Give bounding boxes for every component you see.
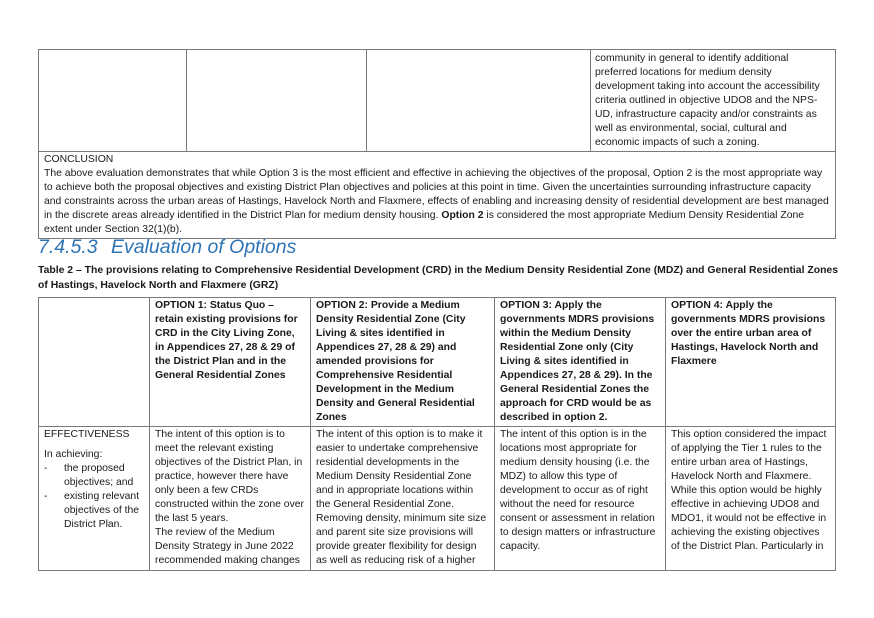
conclusion-text: The above evaluation demonstrates that while Option 3 is the most efficient and effective in achieving the objectives of the proposal, Option 2 is the most appropriate way to achieve both the proposal objectives and existing District Plan objectives and policies at this point in time. Given the uncertainties surrounding infrastructure capacity and constraints across the urban areas of Hastings, Havelock North and Flaxmere, effects of enabling and increasing density of residential development are best managed in the discrete areas already identified in the District Plan for medium density housing. Option 2 is considered the most appropriate Medium Density Residential Zone extent under Section 32(1)(b). [44, 168, 829, 235]
conclusion-cell [39, 152, 836, 239]
option-1-text: The intent of this option is to meet the relevant existing objectives of the District Plan, in practice, however there have only been a few CRDs constructed within the zone over the last 5 years. [155, 429, 305, 524]
continued-line: well as environmental, social, cultural and [595, 123, 787, 134]
header-option-1: OPTION 1: Status Quo – retain existing provisions for CRD in the City Living Zone, in Appendices 27, 28 & 29 of the District Plan and in the General Residential Zones [150, 298, 311, 427]
option-4-cell: This option considered the impact of applying the Tier 1 rules to the entire urban area of Hastings, Havelock North and Flaxmere. While this option would be highly effective in achieving UDO8 and MDO1, it would not be effective in achieving the existing objectives of the District Plan. Particularly in [666, 427, 836, 571]
list-item: - existing relevant objectives of the District Plan. [44, 490, 144, 532]
continued-line: preferred locations for medium density [595, 67, 772, 78]
empty-cell [367, 50, 591, 152]
conclusion-label: CONCLUSION [44, 154, 114, 165]
header-option-2: OPTION 2: Provide a Medium Density Residential Zone (City Living & sites identified in Appendices 27, 28 & 29) and amended provisions for Comprehensive Residential Development in the Medium Density and General Residential Zones [311, 298, 495, 427]
effectiveness-label: EFFECTIVENESS [44, 429, 130, 440]
table-caption: Table 2 – The provisions relating to Comprehensive Residential Development (CRD) in the Medium Density Residential Zone (MDZ) and General Residential Zones of Hastings, Havelock North and Flaxmere (GRZ) [38, 265, 838, 291]
effectiveness-label-cell [39, 427, 150, 571]
in-achieving-label: In achieving: [44, 449, 103, 460]
header-cell-empty [39, 298, 150, 427]
header-option-3: OPTION 3: Apply the governments MDRS provisions within the Medium Density Residential Zone only (City Living & sites identified in Appendices 27, 28 & 29). In the General Residential Zones the approach for CRD would be as described in option 2. [495, 298, 666, 427]
conclusion-bold-option: Option 2 [441, 210, 484, 221]
option-2-cell: The intent of this option is to make it easier to undertake comprehensive residential developments in the Medium Density Residential Zone and in appropriate locations within the General Residential Zone. Removing density, minimum site size and parent site size provisions will provide greater flexibility for design as well as reducing risk of a higher [311, 427, 495, 571]
list-item: - the proposed objectives; and [44, 462, 144, 490]
option-1-cell [150, 427, 311, 571]
continued-evaluation-table [38, 49, 836, 239]
header-option-4: OPTION 4: Apply the governments MDRS provisions over the entire urban area of Hastings, Havelock North and Flaxmere [666, 298, 836, 427]
option-1-text-continued: The review of the Medium Density Strategy in June 2022 recommended making changes [155, 527, 300, 566]
continued-line: development taking into account the accessibility [595, 81, 820, 92]
empty-cell [39, 50, 187, 152]
continued-cell [591, 50, 836, 152]
section-heading [38, 235, 296, 259]
table-row-effectiveness [39, 427, 836, 571]
continued-line: community in general to identify additional [595, 53, 789, 64]
option-3-cell: The intent of this option is in the locations most appropriate for medium density housing (i.e. the MDZ) to allow this type of development to occur as of right without the need for resource consent or assessment in relation to design matters or infrastructure capacity. [495, 427, 666, 571]
options-evaluation-table [38, 297, 836, 571]
continued-line: criteria outlined in objective UDO8 and the NPS- [595, 95, 818, 106]
empty-cell [187, 50, 367, 152]
continued-line: economic impacts of such a zoning. [595, 137, 760, 148]
section-title: Evaluation of Options [111, 236, 297, 258]
continued-line: UD, infrastructure capacity and/or constraints as [595, 109, 817, 120]
criteria-list [44, 462, 144, 532]
table-header-row [39, 298, 836, 427]
section-number: 7.4.5.3 [38, 236, 98, 258]
